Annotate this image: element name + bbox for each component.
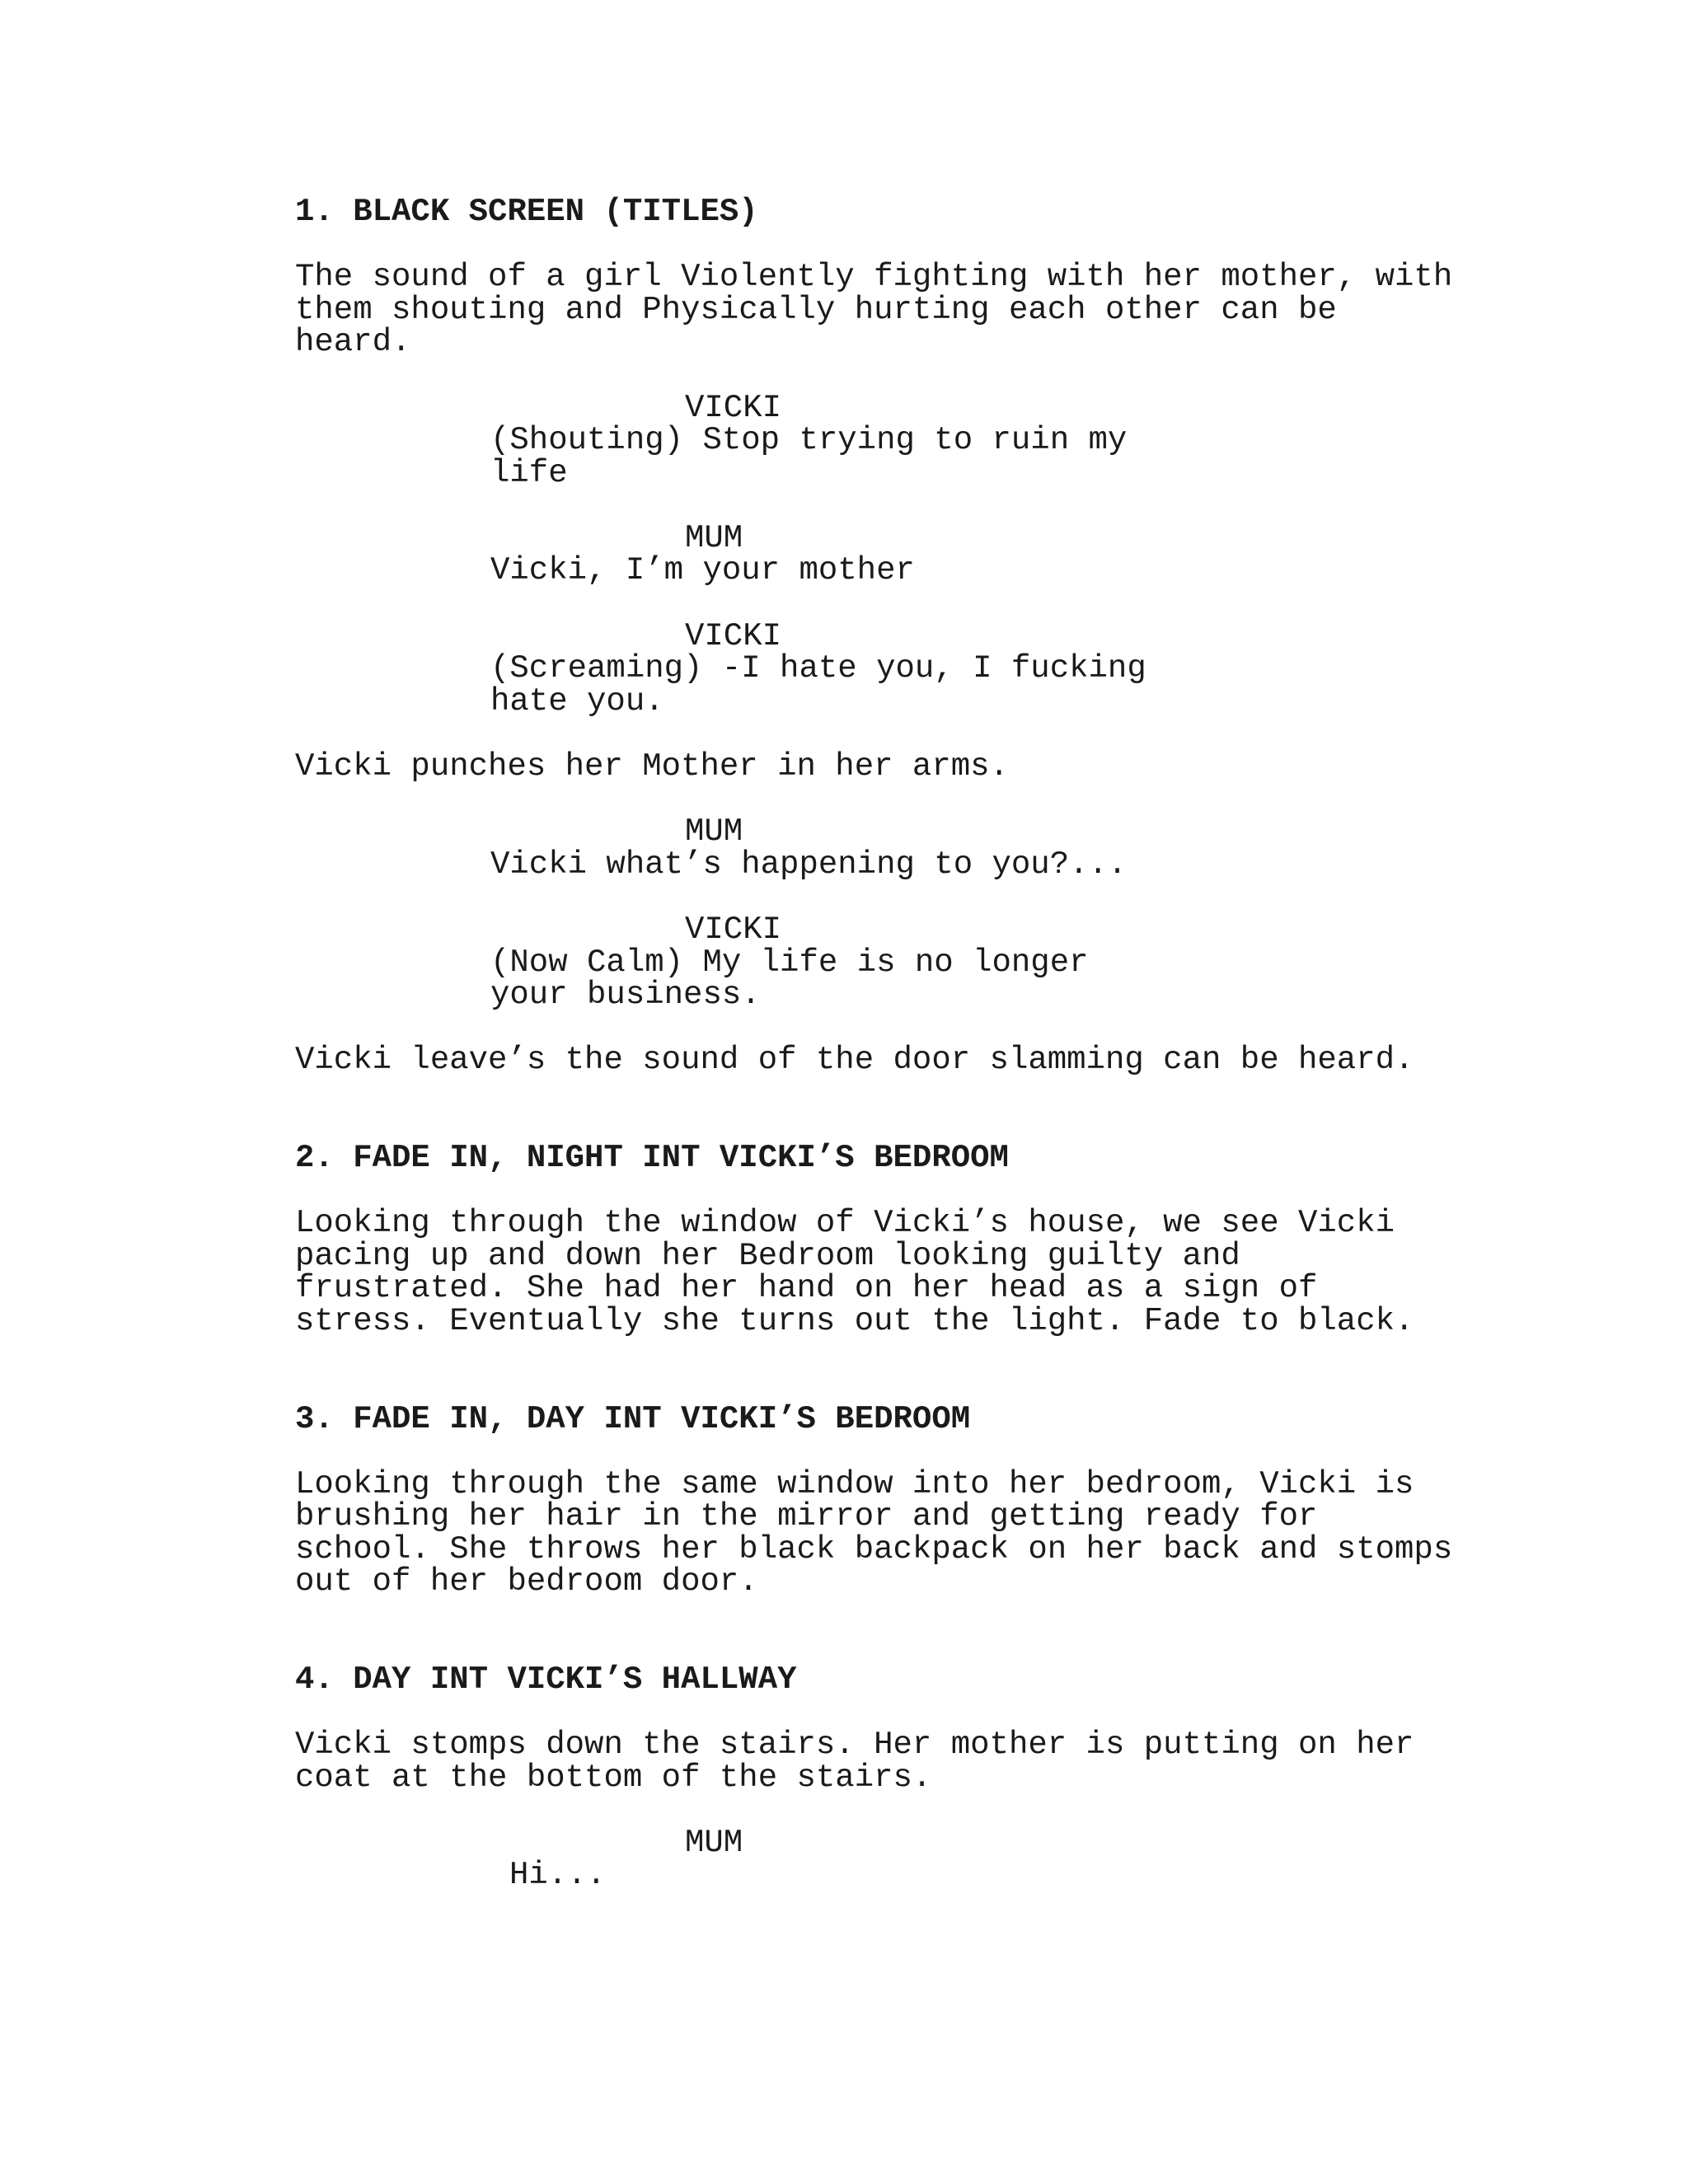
- dialogue-line: Hi...: [509, 1857, 607, 1893]
- action-line: stress. Eventually she turns out the light. Fade to black.: [295, 1303, 1414, 1339]
- action-line: frustrated. She had her hand on her head as a sign of: [295, 1270, 1318, 1306]
- character-name: MUM: [685, 813, 743, 850]
- action-line: Vicki stomps down the stairs. Her mother is putting on her: [295, 1727, 1414, 1763]
- action-line: pacing up and down her Bedroom looking guilty and: [295, 1238, 1240, 1274]
- dialogue-line: Vicki, I’m your mother: [490, 552, 915, 588]
- character-name: VICKI: [685, 912, 782, 948]
- action-line: Vicki leave’s the sound of the door slamming can be heard.: [295, 1042, 1414, 1078]
- action-line: out of her bedroom door.: [295, 1563, 758, 1600]
- character-name: VICKI: [685, 390, 782, 426]
- action-line: them shouting and Physically hurting each other can be: [295, 292, 1337, 328]
- action-line: coat at the bottom of the stairs.: [295, 1760, 932, 1796]
- character-name: MUM: [685, 520, 743, 556]
- scene-heading: 1. BLACK SCREEN (TITLES): [295, 194, 758, 230]
- action-line: Looking through the same window into her bedroom, Vicki is: [295, 1466, 1414, 1502]
- action-line: heard.: [295, 324, 411, 360]
- action-line: The sound of a girl Violently fighting with her mother, with: [295, 259, 1453, 295]
- action-line: school. She throws her black backpack on her back and stomps: [295, 1531, 1453, 1568]
- action-line: brushing her hair in the mirror and getting ready for: [295, 1498, 1318, 1535]
- character-name: VICKI: [685, 618, 782, 654]
- scene-heading: 3. FADE IN, DAY INT VICKI’S BEDROOM: [295, 1401, 971, 1437]
- scene-heading: 2. FADE IN, NIGHT INT VICKI’S BEDROOM: [295, 1140, 1009, 1176]
- dialogue-line: (Screaming) -I hate you, I fucking: [490, 650, 1146, 687]
- dialogue-line: (Shouting) Stop trying to ruin my: [490, 422, 1128, 458]
- dialogue-line: hate you.: [490, 683, 664, 719]
- dialogue-line: your business.: [490, 977, 761, 1013]
- scene-heading: 4. DAY INT VICKI’S HALLWAY: [295, 1661, 797, 1698]
- action-line: Vicki punches her Mother in her arms.: [295, 748, 1009, 785]
- character-name: MUM: [685, 1825, 743, 1861]
- dialogue-line: (Now Calm) My life is no longer: [490, 944, 1089, 981]
- dialogue-line: Vicki what’s happening to you?...: [490, 846, 1128, 883]
- dialogue-line: life: [490, 455, 568, 491]
- action-line: Looking through the window of Vicki’s house, we see Vicki: [295, 1205, 1395, 1241]
